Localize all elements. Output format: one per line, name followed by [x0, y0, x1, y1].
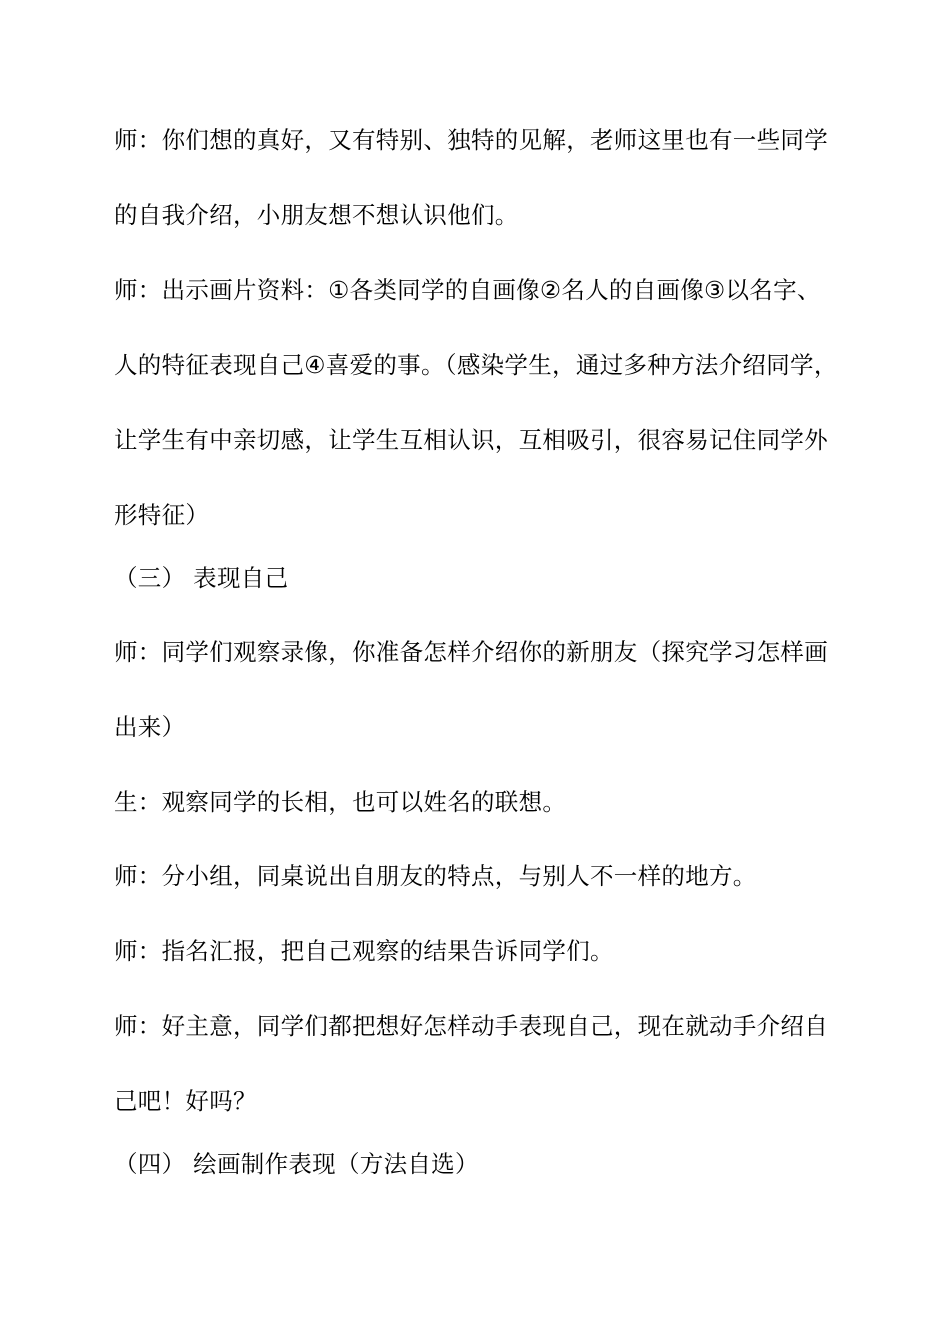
paragraph-line: 的自我介绍，小朋友想不想认识他们。 [114, 201, 519, 229]
paragraph-line: 师：出示画片资料：①各类同学的自画像②名人的自画像③以名字、 [114, 276, 821, 304]
paragraph-line: 生：观察同学的长相，也可以姓名的联想。 [114, 788, 567, 816]
paragraph-line: 师：指名汇报，把自己观察的结果告诉同学们。 [114, 937, 614, 965]
paragraph-line: 师：分小组，同桌说出自朋友的特点，与别人不一样的地方。 [114, 862, 757, 890]
paragraph-line: 出来） [114, 713, 186, 741]
paragraph-line: 师：同学们观察录像，你准备怎样介绍你的新朋友（探究学习怎样画 [114, 638, 828, 666]
paragraph-line: 师：你们想的真好，又有特别、独特的见解，老师这里也有一些同学 [114, 126, 828, 154]
paragraph-line: 人的特征表现自己④喜爱的事。（感染学生，通过多种方法介绍同学， [114, 351, 838, 379]
section-heading: （四） 绘画制作表现（方法自选） [114, 1150, 479, 1178]
paragraph-line: 形特征） [114, 501, 210, 529]
paragraph-line: 师：好主意，同学们都把想好怎样动手表现自己，现在就动手介绍自 [114, 1012, 828, 1040]
paragraph-line: 己吧！好吗？ [114, 1087, 257, 1115]
paragraph-line: 让学生有中亲切感，让学生互相认识，互相吸引，很容易记住同学外 [114, 426, 828, 454]
section-heading: （三） 表现自己 [114, 564, 289, 592]
